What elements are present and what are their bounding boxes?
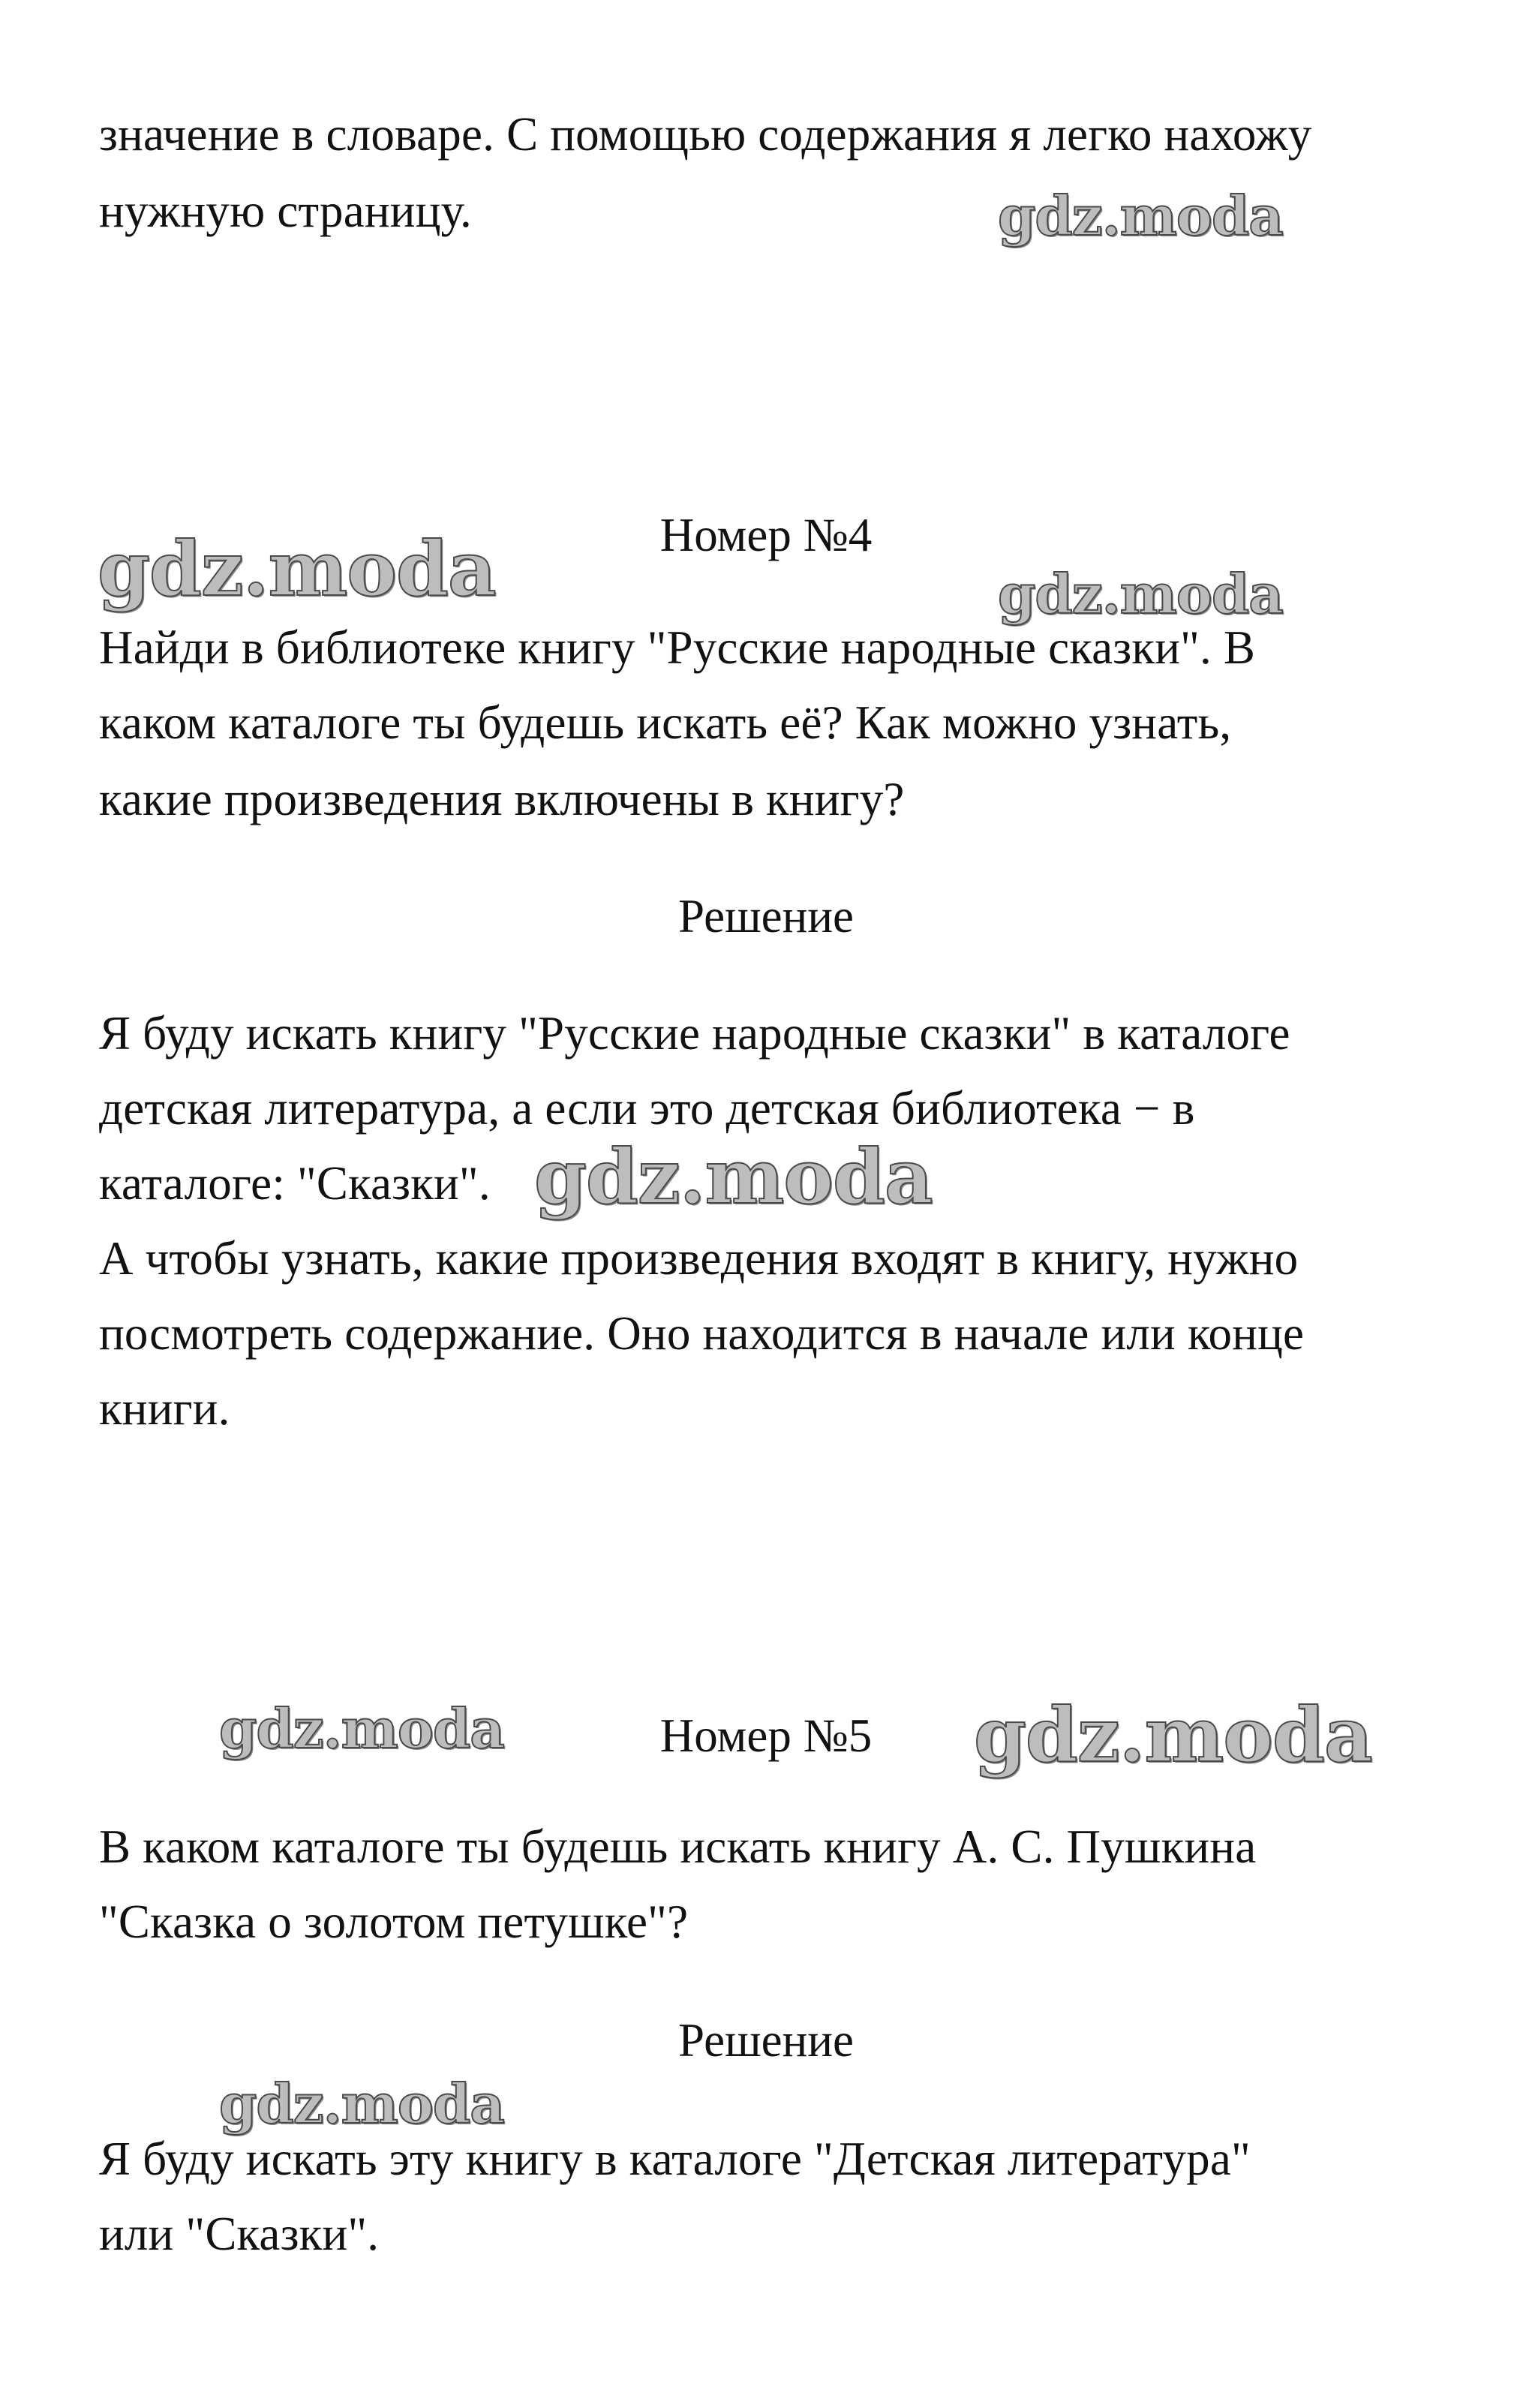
task4-answer-line: Я буду искать книгу "Русские народные сказки" в каталоге (99, 1007, 1290, 1060)
task4-solution-heading: Решение (677, 890, 855, 942)
task4-heading: Номер №4 (659, 509, 873, 561)
task4-question-line: какие произведения включены в книгу? (99, 773, 905, 825)
task4-answer-line: книги. (99, 1382, 230, 1435)
watermark-logo: gdz.moda (534, 1132, 933, 1221)
task4-question-line: каком каталоге ты будешь искать её? Как можно узнать, (99, 696, 1232, 749)
task5-question-line: "Сказка о золотом петушке"? (99, 1895, 689, 1948)
task4-question-line: Найди в библиотеке книгу "Русские народные сказки". В (99, 621, 1256, 674)
task4-answer-line: детская литература, а если это детская библиотека − в (99, 1082, 1195, 1135)
watermark-logo: gdz.moda (974, 1691, 1372, 1779)
task5-solution-heading: Решение (677, 2014, 855, 2067)
watermark-logo: gdz.moda (998, 562, 1283, 626)
task5-heading: Номер №5 (659, 1709, 873, 1762)
watermark-logo: gdz.moda (219, 2072, 504, 2136)
task4-answer-line: каталоге: "Сказки". (99, 1157, 491, 1210)
task4-answer-line: посмотреть содержание. Оно находится в начале или конце (99, 1307, 1305, 1360)
watermark-logo: gdz.moda (998, 184, 1283, 248)
intro-line: нужную страницу. (99, 185, 472, 237)
task4-answer-line: А чтобы узнать, какие произведения входят в книгу, нужно (99, 1232, 1299, 1285)
task5-answer-line: Я буду искать эту книгу в каталоге "Детская литература" (99, 2133, 1251, 2185)
watermark-logo: gdz.moda (98, 525, 496, 613)
watermark-logo: gdz.moda (219, 1697, 504, 1760)
task5-question-line: В каком каталоге ты будешь искать книгу А. С. Пушкина (99, 1820, 1257, 1873)
task5-answer-line: или "Сказки". (99, 2208, 380, 2260)
intro-line: значение в словаре. С помощью содержания я легко нахожу (99, 108, 1312, 161)
